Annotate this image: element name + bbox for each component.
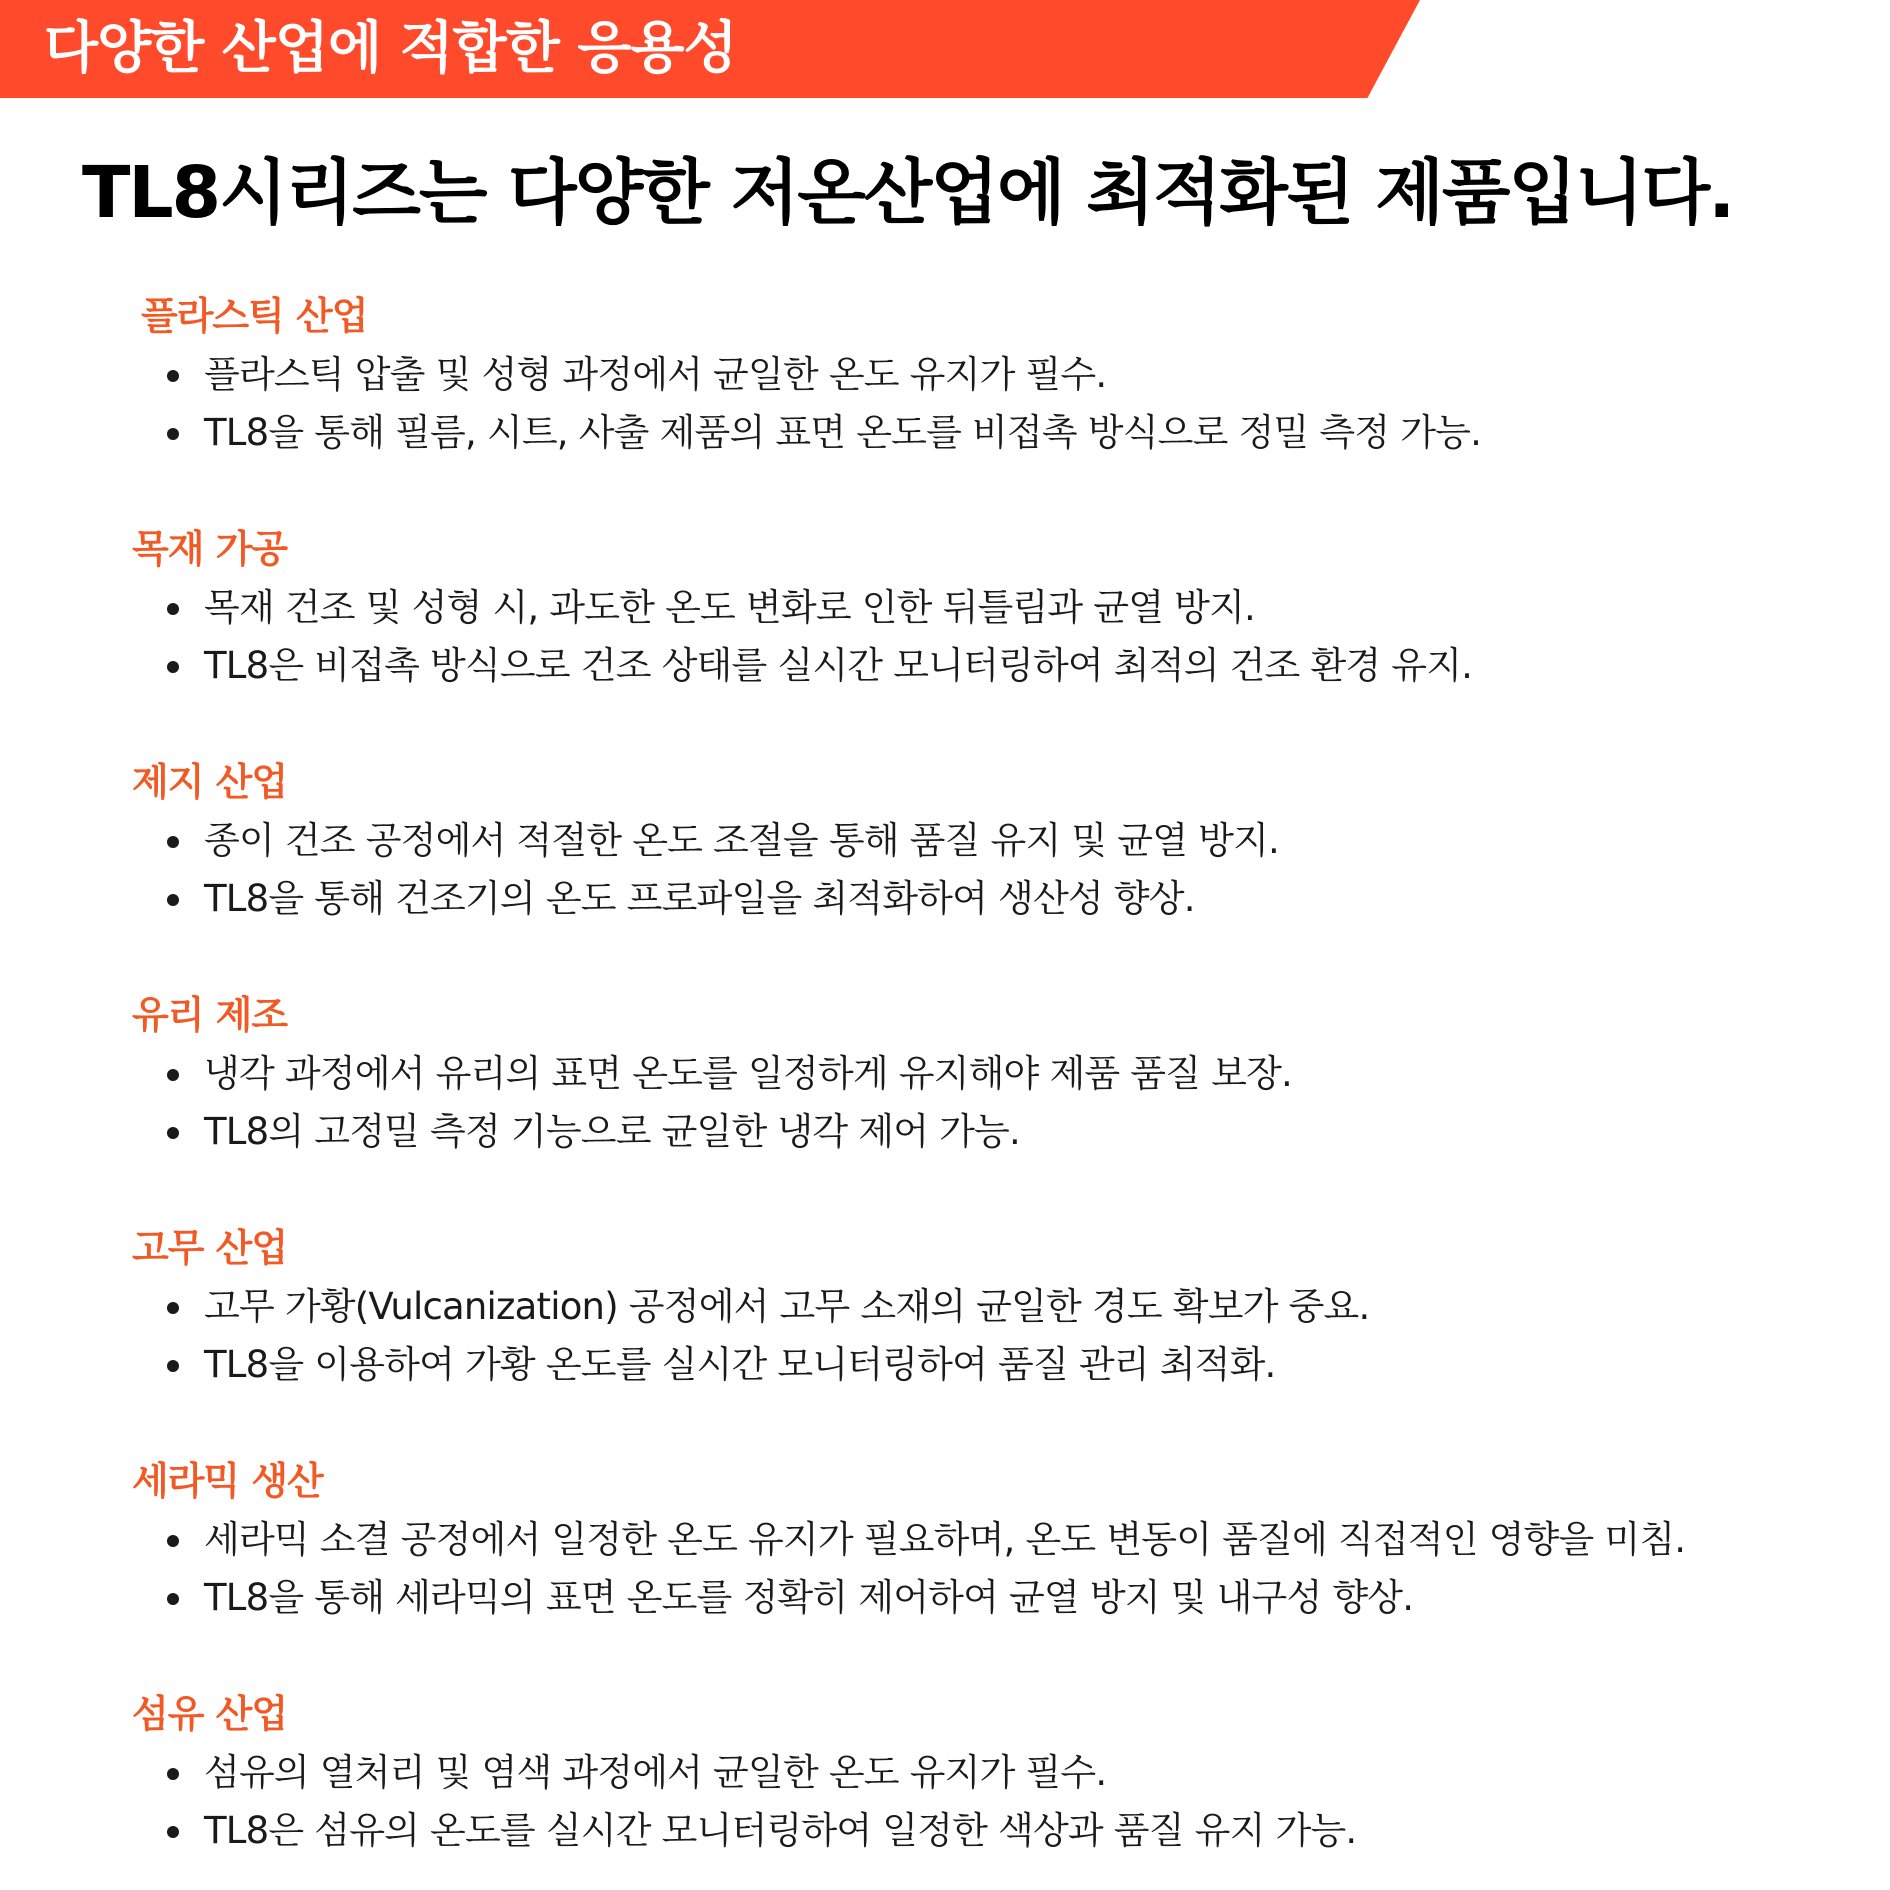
bullet-list [0,579,1890,695]
bullet-item: 섬유의 열처리 및 염색 과정에서 균일한 온도 유지가 필수. [0,1744,1890,1802]
banner-title: 다양한 산업에 적합한 응용성 [44,16,737,81]
bullet-item: 세라믹 소결 공정에서 일정한 온도 유지가 필요하며, 온도 변동이 품질에 직접적인 영향을 미침. [0,1511,1890,1569]
section-plastic [0,286,1890,519]
bullet-list [0,1278,1890,1394]
bullet-item: 종이 건조 공정에서 적절한 온도 조절을 통해 품질 유지 및 균열 방지. [0,812,1890,870]
section-title: 고무 산업 [132,1226,288,1270]
bullet-list [0,812,1890,928]
bullet-item: 고무 가황(Vulcanization) 공정에서 고무 소재의 균일한 경도 확보가 중요. [0,1278,1890,1336]
section-ceramic [0,1451,1890,1684]
bullet-item: TL8을 통해 필름, 시트, 사출 제품의 표면 온도를 비접촉 방식으로 정밀 측정 가능. [0,404,1890,462]
bullet-list [0,1045,1890,1161]
bullet-item: TL8은 비접촉 방식으로 건조 상태를 실시간 모니터링하여 최적의 건조 환경 유지. [0,637,1890,695]
bullet-item: TL8을 통해 건조기의 온도 프로파일을 최적화하여 생산성 향상. [0,870,1890,928]
bullet-list [0,346,1890,462]
section-wood [0,519,1890,752]
section-title: 유리 제조 [132,993,288,1037]
section-textile [0,1684,1890,1890]
section-title: 제지 산업 [132,760,288,804]
bullet-item: 냉각 과정에서 유리의 표면 온도를 일정하게 유지해야 제품 품질 보장. [0,1045,1890,1103]
section-title: 섬유 산업 [132,1692,288,1736]
bullet-list [0,1744,1890,1860]
section-paper [0,752,1890,985]
section-title: 목재 가공 [132,527,288,571]
bullet-item: TL8의 고정밀 측정 기능으로 균일한 냉각 제어 가능. [0,1103,1890,1161]
section-glass [0,985,1890,1218]
page-headline: TL8시리즈는 다양한 저온산업에 최적화된 제품입니다. [82,151,1734,234]
bullet-item: TL8을 통해 세라믹의 표면 온도를 정확히 제어하여 균열 방지 및 내구성 향상. [0,1569,1890,1627]
section-title: 세라믹 생산 [132,1459,323,1503]
section-title: 플라스틱 산업 [141,294,368,338]
bullet-item: TL8은 섬유의 온도를 실시간 모니터링하여 일정한 색상과 품질 유지 가능. [0,1802,1890,1860]
bullet-item: 목재 건조 및 성형 시, 과도한 온도 변화로 인한 뒤틀림과 균열 방지. [0,579,1890,637]
section-rubber [0,1218,1890,1451]
bullet-list [0,1511,1890,1627]
bullet-item: TL8을 이용하여 가황 온도를 실시간 모니터링하여 품질 관리 최적화. [0,1336,1890,1394]
industry-sections [0,286,1890,1890]
bullet-item: 플라스틱 압출 및 성형 과정에서 균일한 온도 유지가 필수. [0,346,1890,404]
